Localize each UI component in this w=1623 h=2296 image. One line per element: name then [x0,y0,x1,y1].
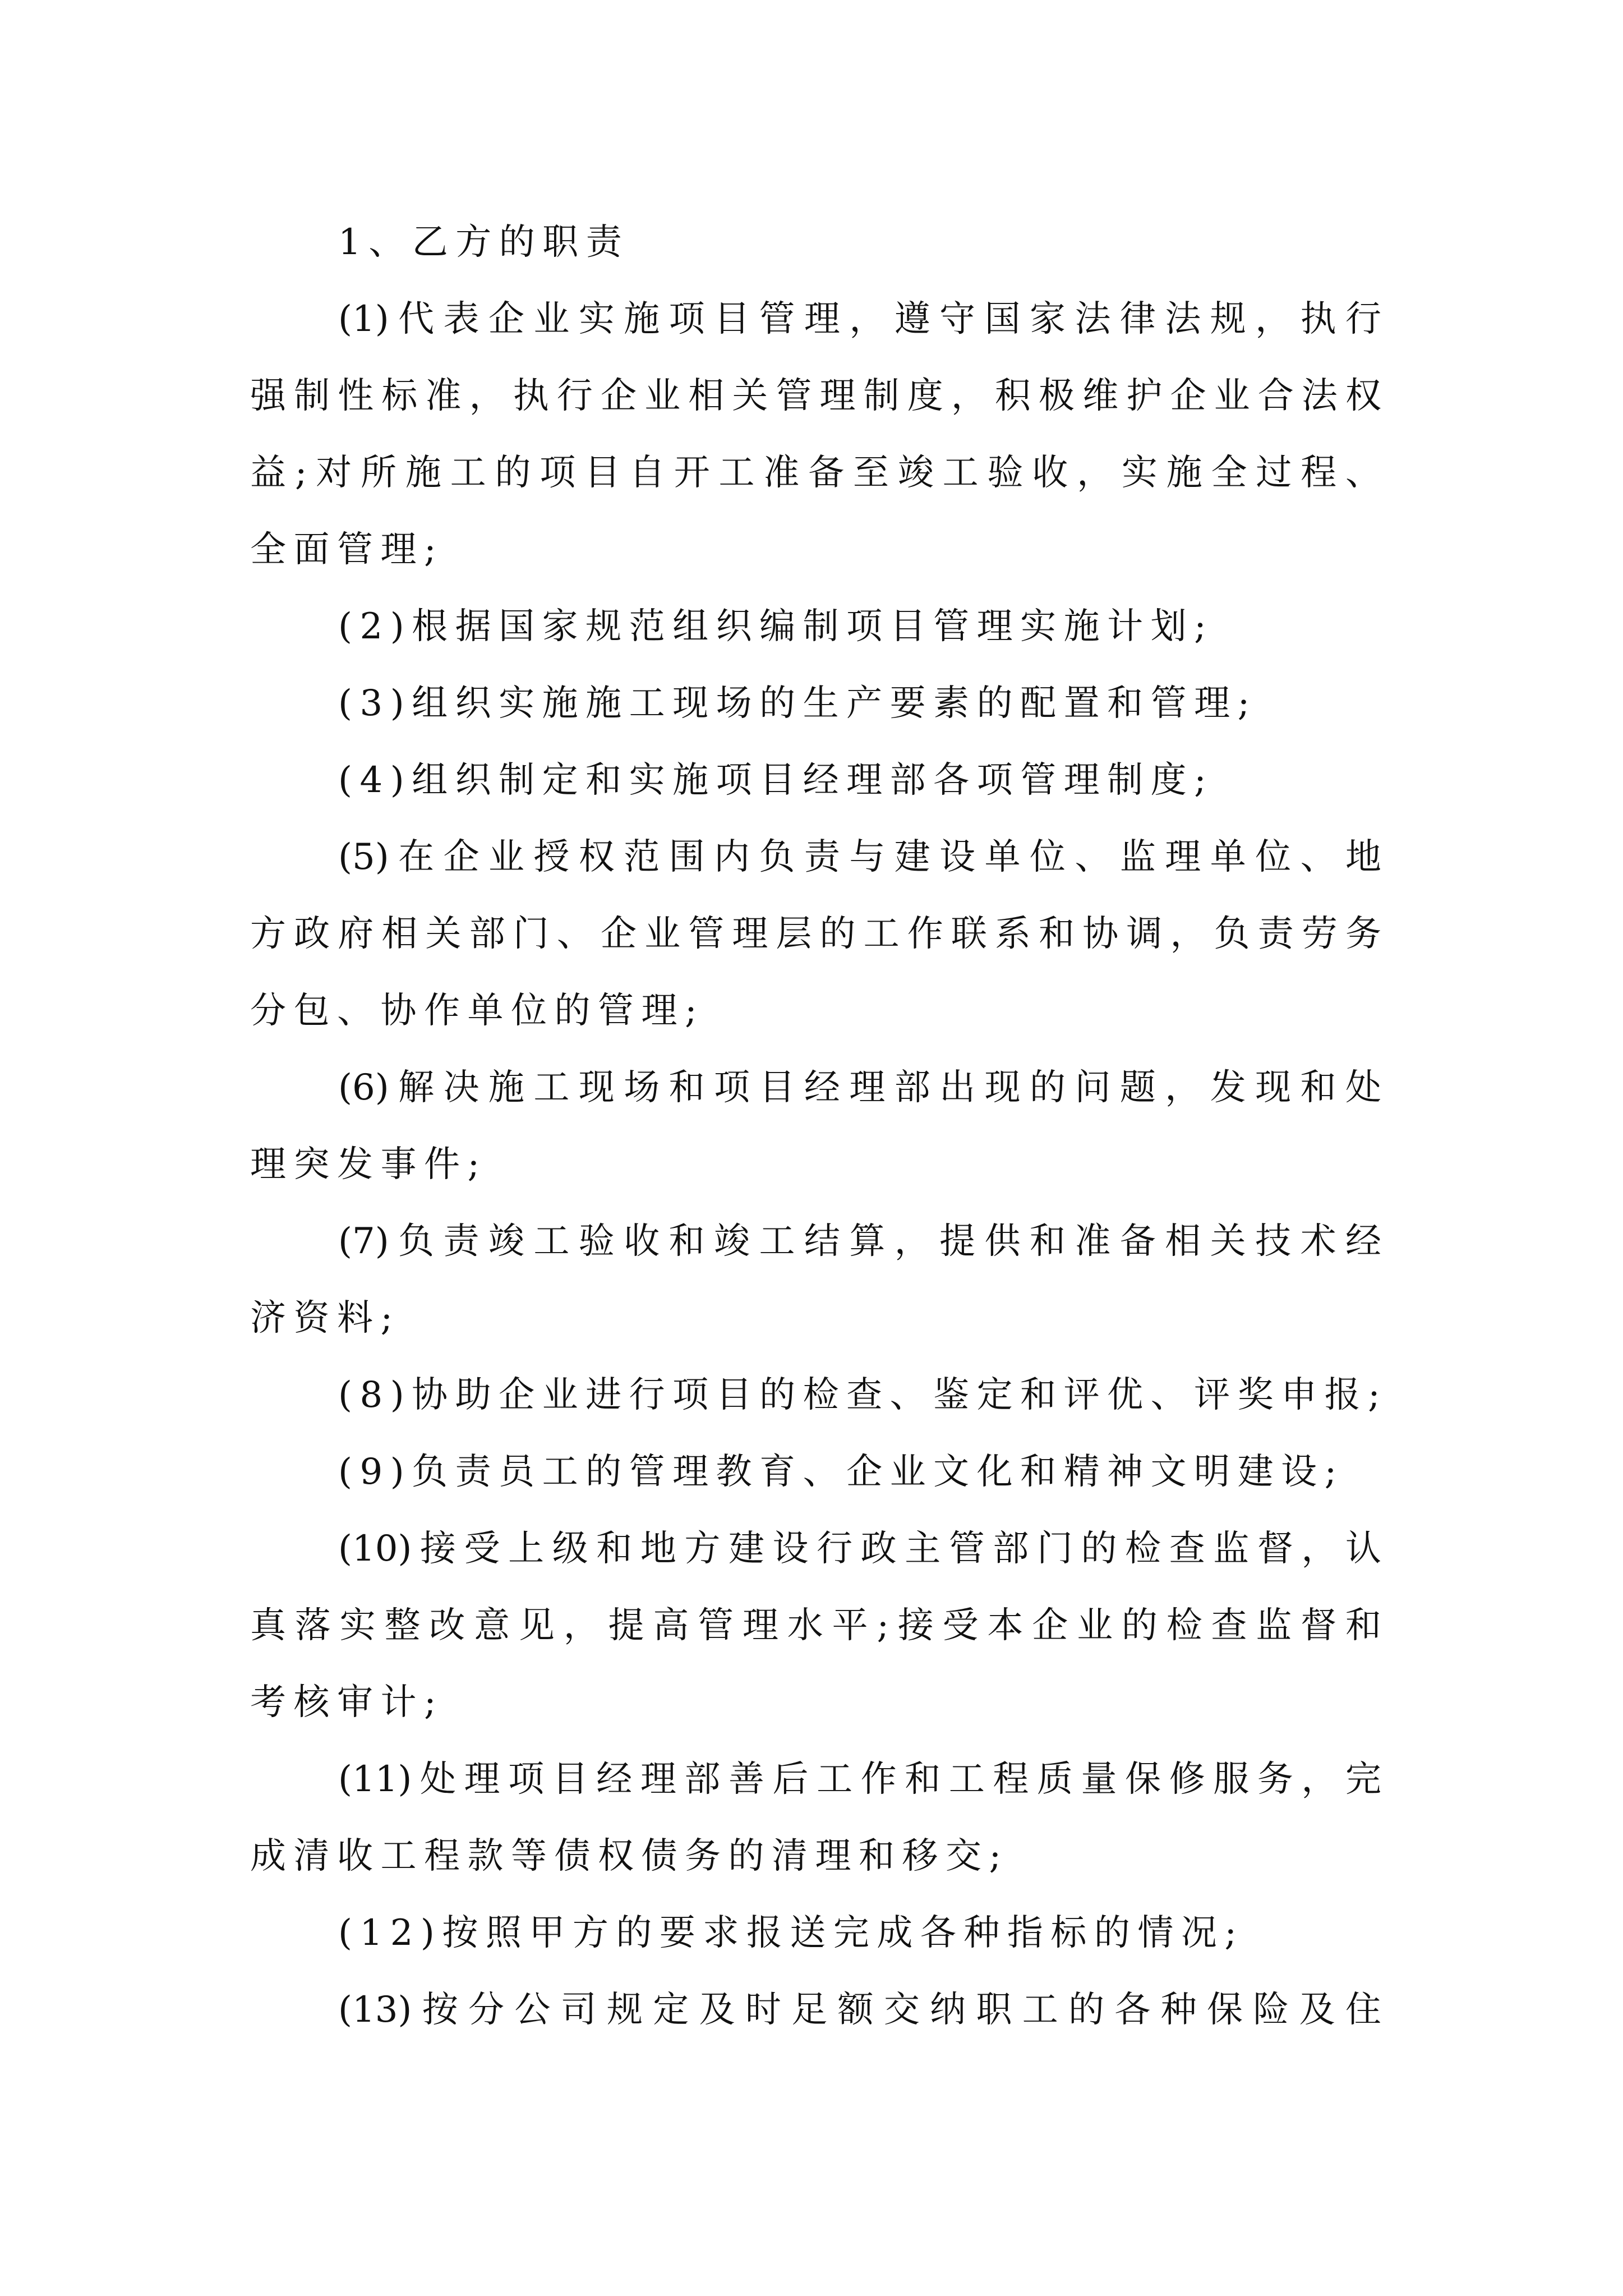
list-item [250,1741,1381,1895]
list-item [250,1357,1388,1434]
text-line: 方政府相关部门、企业管理层的工作联系和协调，负责劳务 [250,913,1381,955]
text-line: 济资料; [250,1297,400,1339]
text-line: (11)处理项目经理部善后工作和工程质量保修服务，完 [338,1759,1381,1800]
list-item [250,1050,1381,1203]
text-line: 全面管理; [250,529,444,570]
text-line: (1)代表企业实施项目管理，遵守国家法律法规，执行 [338,298,1381,340]
text-line: (10)接受上级和地方建设行政主管部门的检查监督，认 [338,1528,1381,1570]
text-line: 真落实整改意见，提高管理水平;接受本企业的检查监督和 [250,1605,1381,1646]
list-item [250,819,1381,1050]
text-line: (4)组织制定和实施项目经理部各项管理制度; [338,760,1214,801]
list-item [250,1203,1381,1357]
text-line: (9)负责员工的管理教育、企业文化和精神文明建设; [338,1451,1344,1493]
list-item [250,281,1381,588]
text-line: (7)负责竣工验收和竣工结算，提供和准备相关技术经 [338,1221,1381,1262]
text-line: (8)协助企业进行项目的检查、鉴定和评优、评奖申报; [338,1374,1388,1416]
text-line: 考核审计; [250,1682,444,1723]
text-line: (6)解决施工现场和项目经理部出现的问题，发现和处 [338,1067,1381,1108]
text-line: 成清收工程款等债权债务的清理和移交; [250,1835,1009,1877]
text-line: (13)按分公司规定及时足额交纳职工的各种保险及住 [338,1989,1381,2031]
text-line: 分包、协作单位的管理; [250,990,705,1032]
duties-list [250,281,1388,2049]
text-line: (2)根据国家规范组织编制项目管理实施计划; [338,606,1214,647]
text-line: (3)组织实施施工现场的生产要素的配置和管理; [338,683,1257,724]
list-item [250,1895,1381,1972]
list-item [250,1434,1381,1511]
list-item [250,742,1381,819]
list-item [250,1972,1381,2049]
list-item [250,665,1381,742]
list-item [250,1511,1381,1741]
document-body [250,204,1388,2049]
list-item [250,588,1381,665]
text-line: 强制性标准，执行企业相关管理制度，积极维护企业合法权 [250,375,1381,417]
text-line: 理突发事件; [250,1144,487,1185]
text-line: 益;对所施工的项目自开工准备至竣工验收，实施全过程、 [250,452,1381,494]
section-heading: 1、乙方的职责 [338,222,630,263]
text-line: (12)按照甲方的要求报送完成各种指标的情况; [338,1912,1244,1954]
text-line: (5)在企业授权范围内负责与建设单位、监理单位、地 [338,836,1381,878]
